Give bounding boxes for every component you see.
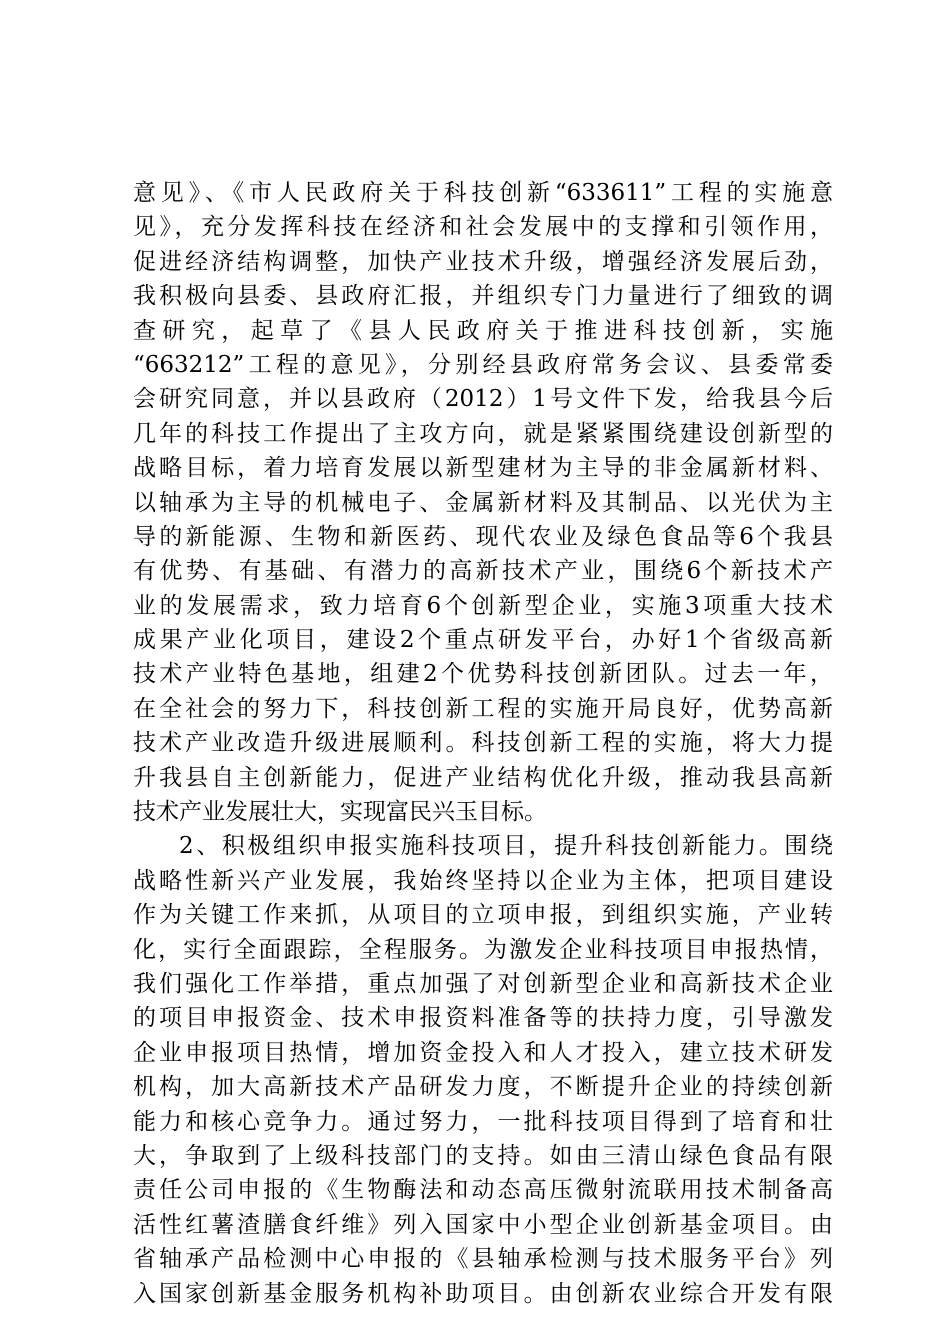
- text-line: “663212”工程的意见》，分别经县政府常务会议、县委常委: [133, 351, 833, 378]
- text-line: 我积极向县委、县政府汇报，并组织专门力量进行了细致的调: [133, 283, 833, 310]
- text-line: 能力和核心竞争力。通过努力，一批科技项目得到了培育和壮: [133, 1108, 833, 1135]
- text-line: 在全社会的努力下，科技创新工程的实施开局良好，优势高新: [133, 695, 833, 722]
- text-line: 2、积极组织申报实施科技项目，提升科技创新能力。围绕: [179, 833, 833, 860]
- text-line: 业的发展需求，致力培育6个创新型企业，实施3项重大技术: [133, 592, 833, 619]
- text-line: 战略性新兴产业发展，我始终坚持以企业为主体，把项目建设: [133, 867, 833, 894]
- text-line: 成果产业化项目，建设2个重点研发平台，办好1个省级高新: [133, 627, 833, 654]
- text-line: 有优势、有基础、有潜力的高新技术产业，围绕6个新技术产: [133, 558, 833, 585]
- paragraph-2: [133, 829, 833, 1310]
- text-line: 导的新能源、生物和新医药、现代农业及绿色食品等6个我县: [133, 523, 833, 550]
- text-line: 见》，充分发挥科技在经济和社会发展中的支撑和引领作用，: [133, 214, 833, 241]
- text-line: 意见》、《市人民政府关于科技创新“633611”工程的实施意: [133, 180, 833, 206]
- text-line: 技术产业发展壮大，实现富民兴玉目标。: [133, 799, 547, 826]
- text-line: 我们强化工作举措，重点加强了对创新型企业和高新技术企业: [133, 970, 833, 997]
- text-line: 活性红薯渣膳食纤维》列入国家中小型企业创新基金项目。由: [133, 1211, 833, 1238]
- text-line: 入国家创新基金服务机构补助项目。由创新农业综合开发有限: [133, 1280, 833, 1307]
- text-line: 升我县自主创新能力，促进产业结构优化升级，推动我县高新: [133, 764, 833, 791]
- text-line: 几年的科技工作提出了主攻方向，就是紧紧围绕建设创新型的: [133, 420, 833, 447]
- text-line: 促进经济结构调整，加快产业技术升级，增强经济发展后劲，: [133, 248, 833, 275]
- text-line: 战略目标，着力培育发展以新型建材为主导的非金属新材料、: [133, 455, 833, 482]
- body-text: [133, 176, 833, 1311]
- text-line: 省轴承产品检测中心申报的《县轴承检测与技术服务平台》列: [133, 1246, 833, 1273]
- text-line: 技术产业特色基地，组建2个优势科技创新团队。过去一年，: [133, 661, 833, 688]
- text-line: 以轴承为主导的机械电子、金属新材料及其制品、以光伏为主: [133, 489, 833, 516]
- paragraph-1: [133, 176, 833, 829]
- text-line: 企业申报项目热情，增加资金投入和人才投入，建立技术研发: [133, 1039, 833, 1066]
- text-line: 大，争取到了上级科技部门的支持。如由三清山绿色食品有限: [133, 1142, 833, 1169]
- text-line: 的项目申报资金、技术申报资料准备等的扶持力度，引导激发: [133, 1005, 833, 1032]
- text-line: 技术产业改造升级进展顺利。科技创新工程的实施，将大力提: [133, 730, 833, 757]
- text-line: 会研究同意，并以县政府（2012）1号文件下发，给我县今后: [133, 386, 833, 413]
- text-line: 机构，加大高新技术产品研发力度，不断提升企业的持续创新: [133, 1074, 833, 1101]
- text-line: 查研究，起草了《县人民政府关于推进科技创新，实施: [133, 317, 833, 344]
- text-line: 作为关键工作来抓，从项目的立项申报，到组织实施，产业转: [133, 902, 833, 929]
- text-line: 责任公司申报的《生物酶法和动态高压微射流联用技术制备高: [133, 1177, 833, 1204]
- text-line: 化，实行全面跟踪，全程服务。为激发企业科技项目申报热情，: [133, 936, 833, 963]
